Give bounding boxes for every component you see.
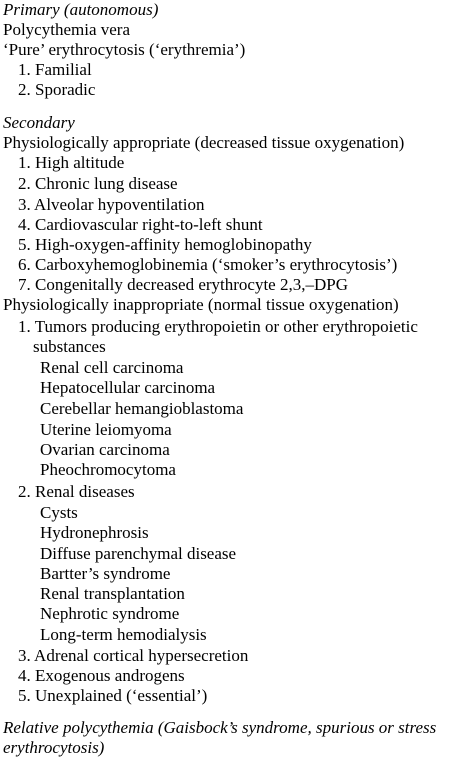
primary-subitem: 2. Sporadic bbox=[18, 80, 96, 99]
tumor-type: Pheochromocytoma bbox=[40, 460, 176, 479]
inappropriate-item: 4. Exogenous androgens bbox=[18, 666, 185, 685]
primary-subitem: 1. Familial bbox=[18, 60, 92, 79]
renal-disease: Renal transplantation bbox=[40, 584, 185, 603]
appropriate-item: 4. Cardiovascular right-to-left shunt bbox=[18, 215, 263, 234]
appropriate-label: Physiologically appropriate (decreased tissue oxygenation) bbox=[3, 133, 405, 152]
renal-disease: Nephrotic syndrome bbox=[40, 604, 180, 623]
appropriate-item: 5. High-oxygen-affinity hemoglobinopathy bbox=[18, 235, 312, 254]
renal-diseases-label: 2. Renal diseases bbox=[18, 482, 135, 501]
polycythemia-vera-item: Polycythemia vera bbox=[3, 20, 130, 39]
appropriate-item: 3. Alveolar hypoventilation bbox=[18, 195, 205, 214]
inappropriate-item: 3. Adrenal cortical hypersecretion bbox=[18, 646, 249, 665]
tumor-type: Renal cell carcinoma bbox=[40, 358, 184, 377]
renal-disease: Diffuse parenchymal disease bbox=[40, 544, 237, 563]
inappropriate-label: Physiologically inappropriate (normal tissue oxygenation) bbox=[3, 295, 399, 314]
pure-erythrocytosis-item: ‘Pure’ erythrocytosis (‘erythremia’) bbox=[3, 40, 246, 59]
tumor-type: Uterine leiomyoma bbox=[40, 420, 172, 439]
tumor-type: Cerebellar hemangioblastoma bbox=[40, 399, 244, 418]
renal-disease: Bartter’s syndrome bbox=[40, 564, 171, 583]
tumors-item: 1. Tumors producing erythropoietin or other erythropoietic bbox=[18, 317, 418, 336]
inappropriate-item: 5. Unexplained (‘essential’) bbox=[18, 686, 208, 705]
secondary-heading: Secondary bbox=[3, 113, 75, 132]
relative-polycythemia-heading-continued: erythrocytosis) bbox=[3, 738, 105, 757]
primary-heading: Primary (autonomous) bbox=[3, 0, 159, 19]
appropriate-item: 7. Congenitally decreased erythrocyte 2,3,–DPG bbox=[18, 275, 348, 294]
renal-disease: Long-term hemodialysis bbox=[40, 625, 207, 644]
appropriate-item: 1. High altitude bbox=[18, 153, 125, 172]
appropriate-item: 6. Carboxyhemoglobinemia (‘smoker’s erythrocytosis’) bbox=[18, 255, 398, 274]
relative-polycythemia-heading: Relative polycythemia (Gaisbock’s syndrome, spurious or stress bbox=[3, 718, 437, 737]
tumor-type: Ovarian carcinoma bbox=[40, 440, 170, 459]
renal-disease: Cysts bbox=[40, 503, 78, 522]
tumors-item-continued: substances bbox=[33, 337, 106, 356]
tumor-type: Hepatocellular carcinoma bbox=[40, 378, 216, 397]
appropriate-item: 2. Chronic lung disease bbox=[18, 174, 178, 193]
renal-disease: Hydronephrosis bbox=[40, 523, 149, 542]
